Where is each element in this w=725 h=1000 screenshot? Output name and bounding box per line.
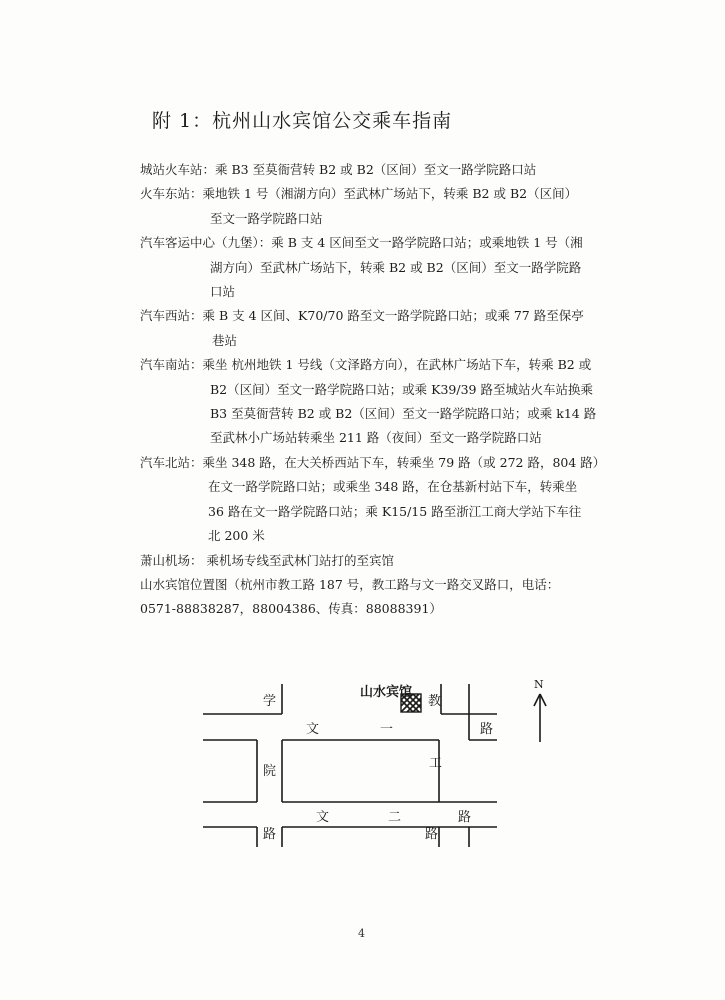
map-label-gong: 工 [429, 756, 443, 771]
route-line: 至武林小广场站转乘坐 211 路（夜间）至文一路学院路口站 [210, 430, 542, 446]
route-line: 汽车客运中心（九堡）：乘 B 支 4 区间至文一路学院路口站；或乘地铁 1 号（湘 [140, 235, 583, 251]
north-indicator: N [534, 678, 544, 691]
route-line: 至文一路学院路口站 [210, 210, 323, 226]
north-arrow-head [540, 694, 546, 706]
page-title: 附 1：杭州山水宾馆公交乘车指南 [152, 110, 453, 132]
route-line: 萧山机场： 乘机场专线至武林门站打的至宾馆 [140, 552, 394, 568]
route-line: 城站火车站：乘 B3 至莫衙营转 B2 或 B2（区间）至文一路学院路口站 [140, 162, 537, 177]
map-label-jiao: 教 [428, 694, 442, 709]
hotel-label: 山水宾馆 [360, 685, 413, 700]
route-line: 汽车北站：乘坐 348 路，在大关桥西站下车，转乘坐 79 路（或 272 路，804 路） [140, 454, 606, 470]
route-line: 口站 [210, 284, 236, 300]
map-label-wen1: 文 [306, 722, 320, 737]
route-line: B3 至莫衙营转 B2 或 B2（区间）至文一路学院路口站；或乘 k14 路 [210, 406, 597, 422]
route-line: 在文一路学院路口站；或乘坐 348 路，在仓基新村站下车，转乘坐 [208, 479, 578, 495]
route-line: 汽车西站：乘 B 支 4 区间、K70/70 路至文一路学院路口站；或乘 77 路至保亭 [140, 308, 584, 324]
route-line: 湖方向）至武林广场站下，转乘 B2 或 B2（区间）至文一路学院路 [210, 259, 582, 275]
map-label-lu-right: 路 [458, 810, 472, 825]
location-line: 山水宾馆位置图（杭州市教工路 187 号，教工路与文一路交叉路口，电话： [140, 576, 560, 592]
north-arrow-head [534, 694, 540, 706]
route-line: 北 200 米 [208, 528, 265, 544]
route-line: 36 路在文一路学院路口站；乘 K15/15 路至浙江工商大学站下车往 [208, 503, 582, 519]
map-label-lu-bottom-right: 路 [425, 827, 439, 842]
map-label-wen2: 文 [316, 810, 330, 825]
route-line: 火车东站：乘地铁 1 号（湘湖方向）至武林广场站下，转乘 B2 或 B2（区间） [140, 186, 578, 202]
route-line: B2（区间）至文一路学院路口站；或乘 K39/39 路至城站火车站换乘 [210, 381, 593, 397]
map-label-xue: 学 [263, 694, 277, 709]
page-number: 4 [358, 927, 365, 940]
map-label-lu-left: 路 [263, 827, 277, 842]
location-line: 0571-88838287，88004386、传真：88088391） [140, 601, 442, 617]
map-label-lu-top: 路 [480, 722, 494, 737]
map-label-er: 二 [388, 810, 402, 825]
map-label-yi: 一 [380, 722, 394, 737]
route-line: 巷站 [212, 332, 238, 348]
map-label-yuan: 院 [263, 764, 277, 779]
route-line: 汽车南站：乘坐 杭州地铁 1 号线（文泽路方向），在武林广场站下车，转乘 B2 或 [140, 357, 592, 373]
